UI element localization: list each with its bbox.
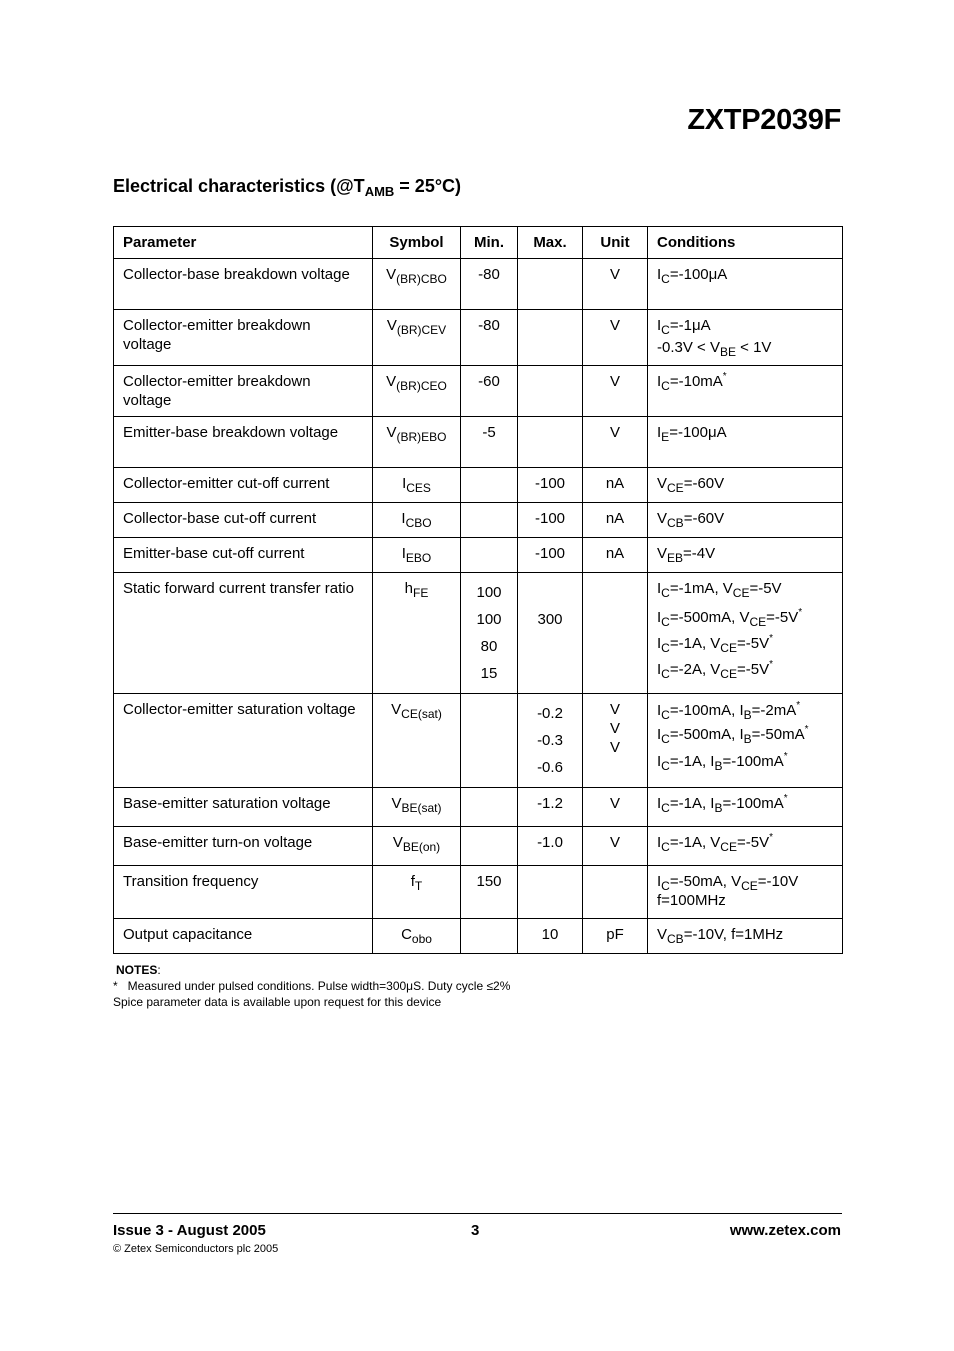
cell-parameter: Collector-base cut-off current xyxy=(114,503,373,538)
table-row xyxy=(114,259,843,310)
cell-conditions xyxy=(648,538,843,573)
cell-conditions xyxy=(648,468,843,503)
cell-conditions xyxy=(648,919,843,954)
cell-min xyxy=(461,919,518,954)
symbol-text: I xyxy=(401,510,406,527)
symbol-text: V xyxy=(386,424,397,441)
cell-unit: V xyxy=(583,366,648,417)
condition-subscript: B xyxy=(743,708,752,722)
cell-symbol xyxy=(373,366,461,417)
condition-text: =-1μA xyxy=(669,317,711,334)
cell-conditions xyxy=(648,417,843,468)
condition-subscript: CE xyxy=(749,615,767,629)
cell-symbol: $h_{FE}$ xyxy=(373,573,461,694)
footer-page-number: 3 xyxy=(471,1222,480,1239)
symbol-text: V xyxy=(386,373,397,390)
condition-text: =-5V xyxy=(766,609,799,626)
cell-parameter: Output capacitance xyxy=(114,919,373,954)
cell-unit: nA xyxy=(583,503,648,538)
cell-min xyxy=(461,573,518,694)
condition-subscript: C xyxy=(661,801,670,815)
header-parameter: Parameter xyxy=(114,227,373,259)
cell-symbol xyxy=(373,538,461,573)
condition-line xyxy=(657,700,833,721)
condition-subscript: CE xyxy=(741,879,758,893)
table-row xyxy=(114,310,843,366)
cell-symbol: $V_{CE(sat)}$ xyxy=(373,694,461,788)
condition-text: =-5V xyxy=(736,661,770,678)
cell-min xyxy=(461,503,518,538)
min-value: 15 xyxy=(480,665,498,682)
min-value: 100 xyxy=(476,611,502,628)
cell-max xyxy=(518,259,583,310)
symbol-subscript: BE(sat) xyxy=(401,801,442,815)
condition-line xyxy=(657,316,833,335)
condition-line xyxy=(657,265,833,284)
cell-conditions xyxy=(648,310,843,366)
condition-text: =-2A, V xyxy=(669,661,721,678)
condition-line xyxy=(657,474,833,493)
cell-unit: V xyxy=(583,259,648,310)
header-conditions: Conditions xyxy=(648,227,843,259)
min-value: 80 xyxy=(480,638,498,655)
cell-unit: V xyxy=(583,417,648,468)
footer-copyright: © Zetex Semiconductors plc 2005 xyxy=(113,1243,279,1255)
condition-text: < 1V xyxy=(735,339,772,356)
table-body xyxy=(114,259,843,954)
table-row xyxy=(114,788,843,827)
table-row xyxy=(114,503,843,538)
table-row xyxy=(114,919,843,954)
cell-max xyxy=(518,417,583,468)
condition-subscript: C xyxy=(661,272,670,286)
cell-max xyxy=(518,366,583,417)
condition-text: I xyxy=(657,661,662,678)
max-value: -0.6 xyxy=(537,759,563,776)
symbol-subscript: (BR)CEV xyxy=(396,323,447,337)
cell-symbol xyxy=(373,417,461,468)
max-stack xyxy=(520,700,580,781)
condition-line xyxy=(657,721,833,748)
condition-text: I xyxy=(657,373,662,390)
condition-line xyxy=(657,338,833,357)
cell-max xyxy=(518,866,583,919)
condition-text: I xyxy=(657,753,662,770)
symbol-text: I xyxy=(402,475,407,492)
condition-text: I xyxy=(657,702,662,719)
cell-unit: pF xyxy=(583,919,648,954)
condition-text: =-2mA xyxy=(751,702,797,719)
symbol-text: C xyxy=(401,926,412,943)
cell-conditions xyxy=(648,573,843,694)
footer-website: www.zetex.com xyxy=(729,1222,841,1239)
condition-footnote-mark: * xyxy=(798,607,803,618)
symbol-text: V xyxy=(391,795,402,812)
condition-line xyxy=(657,872,833,891)
condition-footnote-mark: * xyxy=(769,633,773,644)
condition-text: =-1A, I xyxy=(669,795,715,812)
condition-subscript: C xyxy=(661,615,670,629)
table-row xyxy=(114,866,843,919)
cell-conditions xyxy=(648,503,843,538)
cell-conditions xyxy=(648,694,843,788)
condition-text: I xyxy=(657,873,662,890)
symbol-subscript: BE(on) xyxy=(402,840,441,854)
table-row xyxy=(114,468,843,503)
condition-text: =-10mA xyxy=(669,373,723,390)
cell-max xyxy=(518,573,583,694)
cell-symbol xyxy=(373,866,461,919)
condition-text: =-100mA, I xyxy=(669,702,744,719)
cell-min: -80 xyxy=(461,310,518,366)
condition-text: =-100μA xyxy=(669,424,727,441)
condition-subscript: C xyxy=(661,708,670,722)
condition-text: =-500mA, I xyxy=(669,726,744,743)
cell-max: -100 xyxy=(518,468,583,503)
condition-subscript: C xyxy=(661,323,670,337)
header-max: Max. xyxy=(518,227,583,259)
symbol-subscript: obo xyxy=(411,932,432,946)
condition-text: V xyxy=(657,545,668,562)
part-number: ZXTP2039F xyxy=(687,104,841,136)
condition-text: =-5V xyxy=(736,834,770,851)
table-row xyxy=(114,827,843,866)
cell-symbol xyxy=(373,468,461,503)
unit-value: V xyxy=(609,739,620,756)
condition-text: V xyxy=(657,510,668,527)
cell-max: -100 xyxy=(518,503,583,538)
cell-unit xyxy=(583,866,648,919)
condition-line xyxy=(657,657,833,683)
cell-symbol xyxy=(373,310,461,366)
condition-text: I xyxy=(657,266,662,283)
cell-conditions xyxy=(648,788,843,827)
condition-line xyxy=(657,605,833,631)
cell-min: -80 xyxy=(461,259,518,310)
condition-text: V xyxy=(657,475,668,492)
condition-text: =-60V xyxy=(683,510,725,527)
section-title: Electrical characteristics $(@T_{AMB} = 25^\circ C)$ xyxy=(113,176,462,199)
cell-parameter: Collector-emitter cut-off current xyxy=(114,468,373,503)
condition-subscript: C xyxy=(661,732,670,746)
max-value: 300 xyxy=(537,611,563,628)
condition-subscript: B xyxy=(714,801,723,815)
condition-text: =-4V xyxy=(683,545,716,562)
cell-symbol xyxy=(373,827,461,866)
cell-parameter: Collector-emitter breakdown voltage xyxy=(114,310,373,366)
symbol-subscript: CES xyxy=(406,481,431,495)
cell-parameter: Base-emitter turn-on voltage xyxy=(114,827,373,866)
condition-text: =-10V xyxy=(757,873,799,890)
cell-symbol xyxy=(373,788,461,827)
min-stack xyxy=(463,579,515,687)
cell-unit: nA xyxy=(583,468,648,503)
condition-subscript: C xyxy=(661,667,670,681)
condition-subscript: C xyxy=(661,379,670,393)
cell-min: -5 xyxy=(461,417,518,468)
notes-heading: NOTES: xyxy=(116,963,161,977)
condition-line xyxy=(657,631,833,657)
symbol-text: V xyxy=(386,317,397,334)
condition-text: I xyxy=(657,834,662,851)
condition-line xyxy=(657,509,833,528)
condition-subscript: CB xyxy=(667,516,684,530)
cell-symbol xyxy=(373,919,461,954)
max-value xyxy=(520,579,580,606)
condition-subscript: C xyxy=(661,641,670,655)
condition-line xyxy=(657,833,833,852)
condition-text: =-1mA, V xyxy=(669,580,733,597)
note-spice: Spice parameter data is available upon request for this device xyxy=(113,995,442,1009)
cell-unit: nA xyxy=(583,538,648,573)
condition-subscript: C xyxy=(661,840,670,854)
cell-parameter: Collector-emitter saturation voltage xyxy=(114,694,373,788)
cell-min: -60 xyxy=(461,366,518,417)
condition-line xyxy=(657,794,833,813)
condition-line xyxy=(657,423,833,442)
condition-text: I xyxy=(657,580,662,597)
condition-text: =-500mA, V xyxy=(669,609,750,626)
cell-parameter: Transition frequency xyxy=(114,866,373,919)
cell-conditions xyxy=(648,366,843,417)
condition-subscript: CB xyxy=(667,932,684,946)
condition-footnote-mark: * xyxy=(769,832,773,843)
condition-footnote-mark: * xyxy=(722,371,727,382)
cell-parameter: Emitter-base breakdown voltage xyxy=(114,417,373,468)
unit-stack xyxy=(585,700,645,757)
symbol-subscript: CBO xyxy=(405,516,432,530)
condition-subscript: C xyxy=(661,586,670,600)
min-value: 100 xyxy=(476,584,502,601)
cell-conditions xyxy=(648,827,843,866)
cell-conditions xyxy=(648,259,843,310)
cell-max: -100 xyxy=(518,538,583,573)
table-row xyxy=(114,366,843,417)
cell-max xyxy=(518,310,583,366)
cell-unit xyxy=(583,573,648,694)
cell-min: 150 xyxy=(461,866,518,919)
cell-max: -1.0 xyxy=(518,827,583,866)
condition-text: I xyxy=(657,635,662,652)
condition-subscript: B xyxy=(714,759,723,773)
condition-subscript: B xyxy=(743,732,752,746)
table-header-row xyxy=(114,227,843,259)
cell-symbol xyxy=(373,259,461,310)
condition-subscript: CE xyxy=(732,586,750,600)
condition-subscript: CE xyxy=(667,481,684,495)
header-symbol: Symbol xyxy=(373,227,461,259)
cell-unit xyxy=(583,694,648,788)
condition-line xyxy=(657,372,833,391)
symbol-text: I xyxy=(401,545,406,562)
cell-min xyxy=(461,468,518,503)
condition-subscript: BE xyxy=(719,345,736,359)
notes xyxy=(113,962,510,1010)
cell-max xyxy=(518,694,583,788)
condition-line xyxy=(657,925,833,944)
condition-text: =-1A, I xyxy=(669,753,715,770)
symbol-text: V xyxy=(386,266,397,283)
cell-parameter: Collector-base breakdown voltage xyxy=(114,259,373,310)
electrical-characteristics-table xyxy=(113,226,843,954)
symbol-subscript: (BR)EBO xyxy=(396,430,447,444)
condition-text: I xyxy=(657,795,662,812)
max-stack xyxy=(520,579,580,633)
condition-subscript: EB xyxy=(667,551,684,565)
condition-text: =-100mA xyxy=(722,753,784,770)
cell-unit: V xyxy=(583,827,648,866)
header-unit: Unit xyxy=(583,227,648,259)
cell-symbol xyxy=(373,503,461,538)
table-row xyxy=(114,417,843,468)
cell-min xyxy=(461,788,518,827)
header-min: Min. xyxy=(461,227,518,259)
condition-footnote-mark: * xyxy=(804,724,809,735)
symbol-subscript: EBO xyxy=(405,551,432,565)
cell-conditions xyxy=(648,866,843,919)
symbol-subscript: (BR)CBO xyxy=(396,272,447,286)
condition-line xyxy=(657,579,833,598)
condition-text: =-5V xyxy=(749,580,782,597)
condition-line xyxy=(657,544,833,563)
condition-footnote-mark: * xyxy=(783,751,788,762)
cell-min xyxy=(461,538,518,573)
cell-unit: V xyxy=(583,310,648,366)
condition-footnote-mark: * xyxy=(796,700,801,711)
condition-line: f=100MHz xyxy=(657,892,726,909)
footer-issue: Issue 3 - August 2005 xyxy=(113,1222,266,1239)
condition-subscript: CE xyxy=(720,641,737,655)
cell-parameter: Static forward current transfer ratio xyxy=(114,573,373,694)
max-value: -0.3 xyxy=(537,732,563,749)
condition-text: I xyxy=(657,609,662,626)
cell-max: 10 xyxy=(518,919,583,954)
unit-value: V xyxy=(609,720,620,737)
condition-text: =-1A, V xyxy=(669,834,721,851)
condition-text: =-1A, V xyxy=(669,635,721,652)
condition-text: =-50mA xyxy=(751,726,805,743)
condition-text: =-60V xyxy=(683,475,725,492)
unit-value: V xyxy=(609,701,620,718)
condition-text: I xyxy=(657,424,662,441)
cell-min xyxy=(461,827,518,866)
symbol-subscript: T xyxy=(414,879,423,893)
max-value: -0.2 xyxy=(537,705,563,722)
condition-subscript: CE xyxy=(720,840,737,854)
condition-text: =-100mA xyxy=(722,795,784,812)
condition-text: =-10V, f=1MHz xyxy=(683,926,784,943)
note-pulsed: * Measured under pulsed conditions. Pulse width=300μS. Duty cycle ≤2% xyxy=(113,979,511,993)
condition-line xyxy=(657,748,833,775)
cell-min xyxy=(461,694,518,788)
condition-text: =-5V xyxy=(736,635,770,652)
cell-unit: V xyxy=(583,788,648,827)
condition-subscript: C xyxy=(661,759,670,773)
condition-text: =-100μA xyxy=(669,266,728,283)
footer-divider xyxy=(113,1213,842,1214)
cell-parameter: Emitter-base cut-off current xyxy=(114,538,373,573)
cell-parameter: Base-emitter saturation voltage xyxy=(114,788,373,827)
table-row xyxy=(114,538,843,573)
symbol-text: V xyxy=(392,834,403,851)
condition-text: I xyxy=(657,317,662,334)
symbol-text: f xyxy=(410,873,415,890)
condition-text: I xyxy=(657,726,662,743)
condition-subscript: E xyxy=(661,430,670,444)
condition-text: V xyxy=(657,926,668,943)
condition-subscript: C xyxy=(661,879,670,893)
table-row-hfe xyxy=(114,573,843,694)
condition-text: -0.3V < V xyxy=(657,339,720,356)
table-row-vcesat xyxy=(114,694,843,788)
cell-parameter: Collector-emitter breakdown voltage xyxy=(114,366,373,417)
symbol-subscript: (BR)CEO xyxy=(396,379,447,393)
condition-subscript: CE xyxy=(720,667,737,681)
cell-max: -1.2 xyxy=(518,788,583,827)
condition-text: =-50mA, V xyxy=(669,873,742,890)
condition-footnote-mark: * xyxy=(783,793,788,804)
condition-footnote-mark: * xyxy=(769,659,773,670)
